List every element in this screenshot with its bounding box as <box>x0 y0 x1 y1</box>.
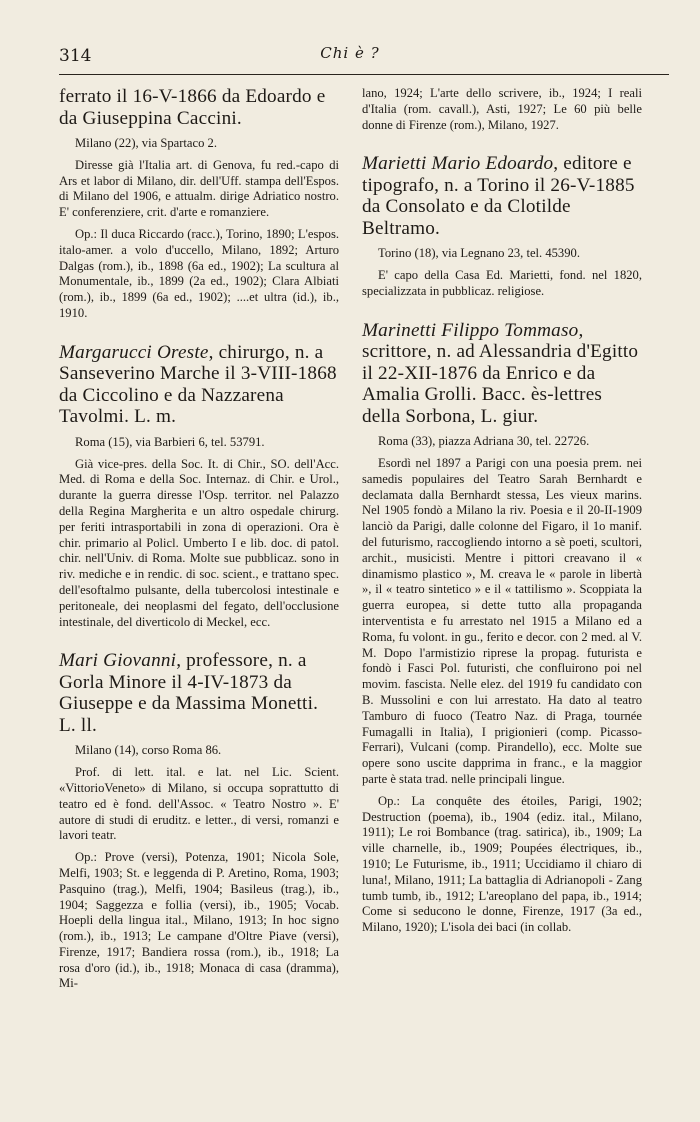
entry-biography: Già vice-pres. della Soc. It. di Chir., SO. dell'Acc. Med. di Roma e della Soc. Internaz. di Chir. e Urol., durante la guerra diresse l'Osp. territor. nel Palazzo della Regina Margherita e un altro ospedale chirurg. per feriti intrasportabili in zona di operazioni. Ora è chir. primario al Policl. Umberto I e lib. doc. di patol. chir. nell'Univ. di Roma. Molte sue pubblicaz. sono in riv. mediche e in rendic. di soc. scient., e trattano spec. dell'esoftalmo pulsante, della tubercolosi intestinale e peritoneale, dei neoplasmi del fegato, dell'occlusione intestinale, del diverticolo di Meckel, ecc. <box>59 456 339 629</box>
entry-address: Roma (33), piazza Adriana 30, tel. 22726. <box>378 434 590 449</box>
entry-biography: E' capo della Casa Ed. Marietti, fond. nel 1820, specializzata in pubblicaz. religiose. <box>362 268 642 298</box>
entry-biography: Esordì nel 1897 a Parigi con una poesia prem. nei samedis populaires del Teatro Sarah Bernhardt e declamata dalla Bernhardt stessa, Les vieux marins. Nel 1905 fondò a Milano la riv. Poesia e il 20-II-1909 lanciò da Parigi, dalle colonne del Figaro, il 1o manif. del futurismo, raccogliendo intorno a sè poeti, scultori, archit., musicisti. Mentre i pittori creavano il « dinamismo plastico », M. creava le « parole in libertà », il « teatro sintetico » e il « tattilismo ». Scoppiata la guerra europea, si dette tutto alla propaganda interventista e fu arrestato nel 1915 a Milano ed a Roma, fu volont. in gu., ferito e decor. con 2 med. al V. M. Dopo l'armistizio riprese la propag. futurista e fondò i Fasci Pol. futuristi, che confluirono poi nel movim. fascista. Nelle elez. del 1919 fu candidato con B. Mussolini e con lui arrestato. Ha dato al teatro Tamburo di fuoco (Teatro Naz. di Praga, tournée Fumagalli in Italia), I prigionieri (comp. Picasso-Ferrari), Vulcani (comp. Pirandello), ecc. Molte sue opere sono uscite dapprima in franc., e la maggior parte è stata trad. nelle principali lingue. <box>362 456 642 787</box>
entry-heading-marinetti <box>362 320 642 428</box>
entry-address: Milano (14), corso Roma 86. <box>75 743 222 758</box>
entry-name: Marinetti Filippo Tommaso <box>362 319 579 341</box>
entry-name: Margarucci Oreste <box>59 341 209 363</box>
running-title: Chi è ? <box>320 44 380 62</box>
entry-biography: Diresse già l'Italia art. di Genova, fu red.-capo di Ars et labor di Milano, dir. dell'Uff. stampa dell'Espos. di Milano del 1906, e attualm. dirige Adriatico nostro. E' conferenziere, crit. d'arte e romanziere. <box>59 157 339 220</box>
entry-name: Marietti Mario Edoardo <box>362 153 554 175</box>
entry-heading-rest: , professore, n. a Gorla Minore il 4-IV-1873 da Giuseppe e da Massima Monetti. L. ll. <box>59 650 319 736</box>
entry-address: Milano (22), via Spartaco 2. <box>75 136 217 150</box>
entry-heading-marietti <box>362 153 642 239</box>
page-number: 314 <box>59 46 92 66</box>
entry-heading-margarucci <box>59 342 339 428</box>
entry-biography: Prof. di lett. ital. e lat. nel Lic. Scient. «VittorioVeneto» di Milano, si occupa soprattutto di teatro ed è fond. dell'Assoc. « Teatro Nostro ». E' autore di studi di eruditz. e letter., di versi, romanzi e lavori teatr. <box>59 765 339 843</box>
left-column <box>59 86 339 998</box>
entry-works: Op.: La conquête des étoiles, Parigi, 1902; Destruction (poema), ib., 1904 (ediz. ital., Milano, 1911); Le roi Bombance (trag. satirica), ib., 1909; La ville charnelle, ib., 1909; Poupées électriques, ib., 1910; Le Futurisme, ib., 1911; Uccidiamo il chiaro di luna!, Milano, 1911; La battaglia di Adrianopoli - Zang tumb tumb, ib., 1912; L'areoplano del papa, ib., 1914; Come si seducono le donne, Firenze, 1917 (3a ed., Milano, 1920); L'isola dei baci (in collab. <box>362 793 642 935</box>
header-rule <box>59 74 669 75</box>
entry-heading-rest: , scrittore, n. ad Alessandria d'Egitto il 22-XII-1876 da Enrico e da Amalia Grolli. Bacc. ès-lettres della Sorbona, L. giur. <box>362 319 639 427</box>
entry-heading-rest: , editore e tipografo, n. a Torino il 26-V-1885 da Consolato e da Clotilde Beltramo. <box>362 153 635 239</box>
entry-name: Mari Giovanni <box>59 650 177 672</box>
entry-address: Roma (15), via Barbieri 6, tel. 53791. <box>75 434 265 449</box>
entry-continuation-heading: ferrato il 16-V-1866 da Edoardo e da Giuseppina Caccini. <box>59 86 326 129</box>
right-column <box>362 86 642 942</box>
entry-works-continuation: lano, 1924; L'arte dello scrivere, ib., 1924; I reali d'Italia (rom. cavall.), Asti, 1927; Le 60 più belle donne di Firenze (rom.), Milano, 1927. <box>362 86 642 132</box>
entry-works: Op.: Prove (versi), Potenza, 1901; Nicola Sole, Melfi, 1903; St. e leggenda di P. Aretino, Roma, 1903; Pasquino (trag.), Melfi, 1904; Basileus (trag.), ib., 1904; Saggezza e follia (versi), ib., 1905; Vocab. Hoepli della lingua ital., Milano, 1913; In hoc signo (rom.), ib., 1913; Le campane d'Oltre Piave (versi), Firenze, 1917; Bandiera rossa (rom.), ib., 1918; La rosa d'oro (id.), ib., 1918; Monaca di casa (dramma), Mi- <box>59 850 339 991</box>
entry-works: Op.: Il duca Riccardo (racc.), Torino, 1890; L'espos. italo-amer. a volo d'uccello, Milano, 1892; Arturo Dalgas (rom.), ib., 1898 (6a ed., 1902); La scultura al Monumentale, ib., 1899 (2a ed., 1902); Clara Albiati (rom.), ib., 1899 (6a ed., 1902); ....et ultra (id.), ib., 1910. <box>59 226 339 320</box>
entry-heading-rest: , chirurgo, n. a Sanseverino Marche il 3-VIII-1868 da Ciccolino e da Nazzarena Tavolmi. L. m. <box>59 341 337 428</box>
entry-address: Torino (18), via Legnano 23, tel. 45390. <box>378 246 580 261</box>
entry-heading-mari <box>59 650 339 736</box>
